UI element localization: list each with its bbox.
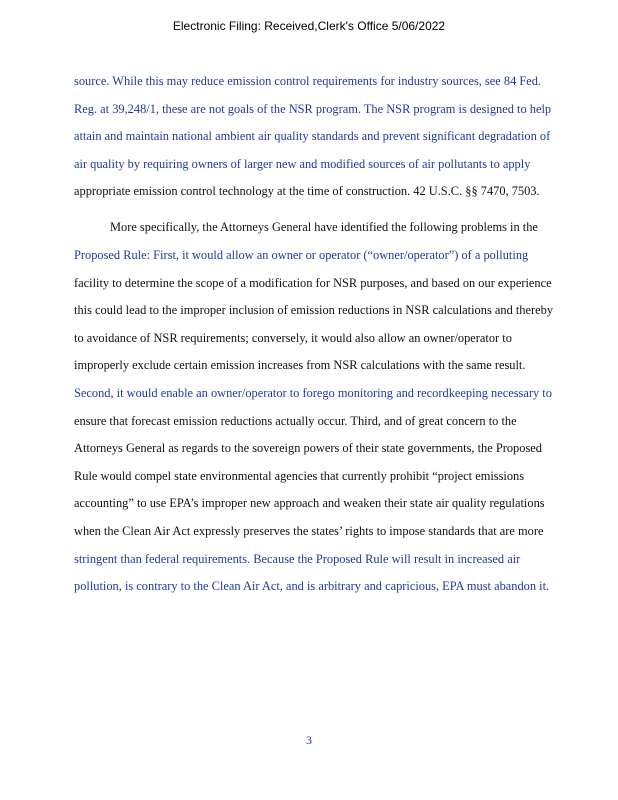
text-line: ensure that forecast emission reductions actually occur. Third, and of great concern to the bbox=[74, 413, 517, 428]
text-line: when the Clean Air Act expressly preserves the states’ rights to impose standards that are more bbox=[74, 524, 544, 538]
page-number: 3 bbox=[306, 733, 312, 747]
text-line: pollution, is contrary to the Clean Air Act, and is arbitrary and capricious, EPA must abandon it. bbox=[74, 579, 550, 594]
text-line: More specifically, the Attorneys General have identified the following problems in the bbox=[110, 220, 538, 235]
text-line: to avoidance of NSR requirements; conversely, it would also allow an owner/operator to bbox=[74, 330, 512, 345]
paragraph-2 bbox=[74, 214, 594, 600]
text-line: Attorneys General as regards to the sovereign powers of their state governments, the Proposed bbox=[74, 441, 542, 456]
text-line: facility to determine the scope of a modification for NSR purposes, and based on our experience bbox=[74, 275, 552, 290]
text-line: appropriate emission control technology at the time of construction. 42 U.S.C. §§ 7470, 7503. bbox=[74, 184, 540, 199]
text-line: stringent than federal requirements. Because the Proposed Rule will result in increased air bbox=[74, 551, 521, 566]
text-line: Proposed Rule: First, it would allow an owner or operator (“owner/operator”) of a polluting bbox=[74, 248, 529, 263]
text-line: accounting” to use EPA’s improper new approach and weaken their state air quality regulations bbox=[74, 496, 545, 511]
text-line: this could lead to the improper inclusion of emission reductions in NSR calculations and thereby bbox=[74, 303, 554, 318]
text-line: air quality by requiring owners of larger new and modified sources of air pollutants to apply bbox=[74, 156, 531, 171]
text-line: source. While this may reduce emission control requirements for industry sources, see 84 Fed. bbox=[74, 74, 542, 88]
document-body bbox=[74, 68, 594, 601]
text-line: attain and maintain national ambient air quality standards and prevent significant degradation of bbox=[74, 129, 551, 144]
text-line: improperly exclude certain emission increases from NSR calculations with the same result. bbox=[74, 358, 526, 373]
text-line: Second, it would enable an owner/operator to forego monitoring and recordkeeping necessary to bbox=[74, 386, 552, 401]
text-line: Rule would compel state environmental agencies that currently prohibit “project emissions bbox=[74, 468, 525, 483]
text-line: Reg. at 39,248/1, these are not goals of the NSR program. The NSR program is designed to help bbox=[74, 101, 552, 116]
filing-header: Electronic Filing: Received,Clerk's Office 5/06/2022 bbox=[172, 19, 446, 33]
paragraph-1 bbox=[74, 68, 594, 206]
